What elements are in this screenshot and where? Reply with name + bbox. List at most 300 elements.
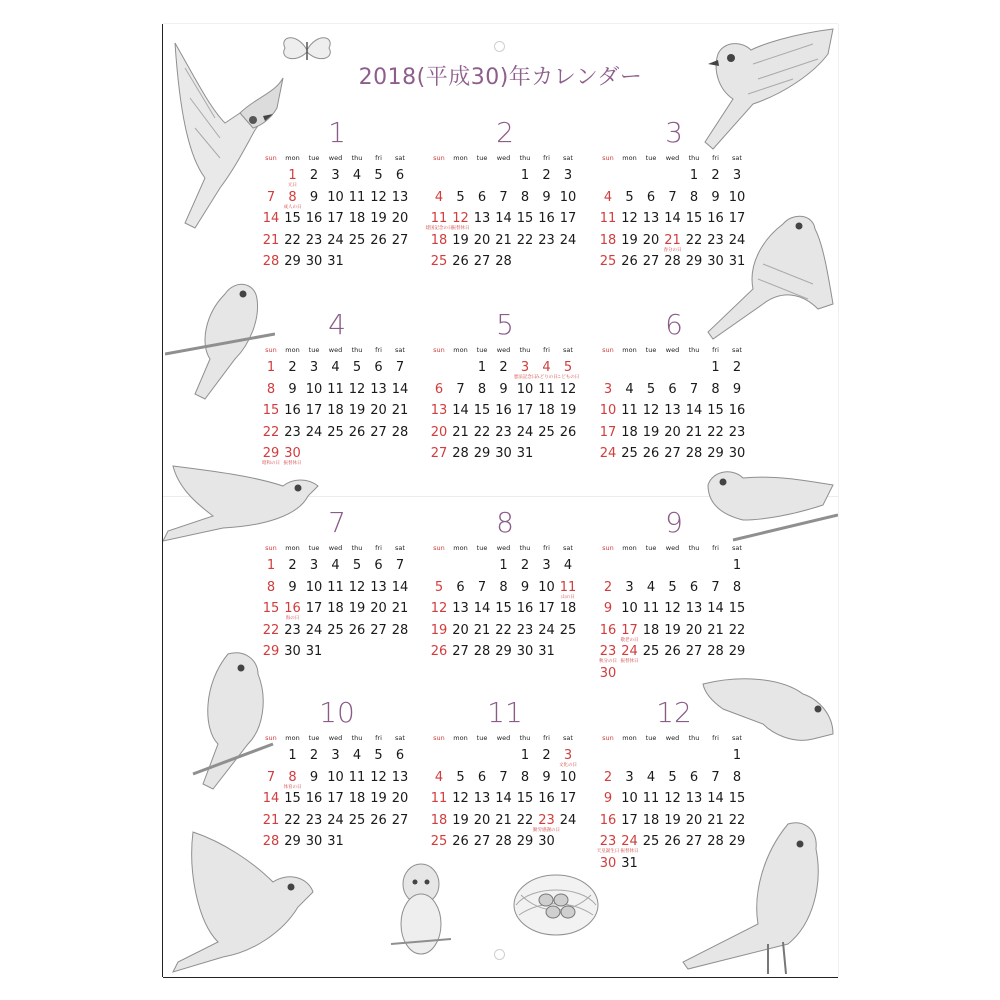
day-cell: 18 — [348, 211, 366, 226]
day-cell: 7 — [477, 579, 487, 595]
day-cell: 6 — [434, 381, 444, 397]
day-cell: 2 — [288, 360, 297, 375]
day-cell: 2 — [542, 168, 551, 183]
day-cell: 4 — [625, 381, 634, 397]
day-cell: 28 — [664, 254, 681, 269]
weekday-header-sun: sun — [602, 734, 614, 742]
day-cell: 10 — [305, 381, 323, 397]
day-cell: 21 — [452, 424, 469, 440]
day-cell: 17 — [621, 622, 638, 638]
weekday-header-mon: mon — [453, 154, 468, 162]
day-cell: 13 — [370, 579, 387, 595]
weekday-header-tue: tue — [476, 734, 488, 742]
day-cell: 18 — [538, 403, 555, 418]
day-cell: 24 — [305, 622, 323, 638]
day-cell: 10 — [728, 189, 746, 205]
day-cell: 23 — [305, 232, 323, 248]
day-cell: 22 — [728, 622, 746, 638]
holiday-name: 敬老の日 — [620, 637, 639, 643]
day-cell: 6 — [477, 189, 487, 205]
day-cell: 19 — [664, 622, 681, 638]
day-cell: 11 — [348, 189, 366, 205]
day-cell: 9 — [603, 601, 613, 616]
weekday-header-fri: fri — [543, 154, 550, 162]
day-cell: 11 — [327, 381, 344, 397]
weekday-header-tue: tue — [645, 544, 657, 552]
day-cell: 20 — [642, 232, 660, 248]
weekday-header-sun: sun — [433, 734, 445, 742]
day-cell: 5 — [625, 189, 634, 205]
weekday-header-sat: sat — [732, 154, 742, 162]
month-12 — [596, 696, 751, 871]
day-cell: 11 — [642, 601, 660, 616]
day-cell: 5 — [563, 360, 573, 375]
sparrow-front-facing-illustration — [391, 854, 451, 974]
day-cell: 12 — [348, 579, 366, 595]
day-cell: 12 — [452, 211, 469, 226]
day-cell: 30 — [284, 644, 301, 659]
day-cell: 9 — [288, 381, 297, 397]
month-number: 2 — [496, 116, 514, 149]
day-cell: 6 — [374, 558, 383, 573]
month-5 — [428, 308, 582, 478]
day-cell: 10 — [305, 579, 323, 595]
day-cell: 28 — [473, 644, 491, 659]
weekday-header-fri: fri — [543, 346, 550, 354]
weekday-header-sat: sat — [732, 734, 742, 742]
day-cell: 24 — [516, 424, 534, 440]
day-cell: 3 — [625, 769, 634, 785]
day-cell: 16 — [284, 601, 301, 616]
day-cell: 26 — [559, 424, 577, 440]
day-cell: 8 — [477, 381, 487, 397]
day-cell: 24 — [621, 834, 638, 849]
day-cell: 14 — [664, 211, 681, 226]
day-cell: 29 — [495, 644, 512, 659]
month-6 — [597, 308, 751, 478]
day-cell: 24 — [559, 812, 577, 828]
day-cell: 25 — [559, 622, 577, 638]
day-cell: 15 — [262, 403, 280, 418]
day-cell: 26 — [621, 254, 638, 269]
weekday-header-mon: mon — [453, 346, 468, 354]
day-cell: 10 — [559, 189, 577, 205]
day-cell: 7 — [266, 769, 276, 785]
day-cell: 31 — [516, 446, 534, 461]
holiday-name: 昭和の日 — [262, 461, 280, 466]
weekday-header-wed: wed — [496, 734, 511, 742]
holiday-name: 振替休日 — [451, 226, 470, 231]
weekday-header-wed: wed — [665, 734, 680, 742]
day-cell: 13 — [473, 211, 491, 226]
weekday-header-sun: sun — [602, 154, 614, 162]
day-cell: 1 — [520, 748, 530, 763]
day-cell: 5 — [456, 769, 465, 785]
day-cell: 31 — [327, 834, 344, 849]
day-cell: 10 — [599, 403, 617, 418]
weekday-header-wed: wed — [665, 544, 680, 552]
day-cell: 26 — [348, 424, 366, 440]
weekday-header-sat: sat — [563, 154, 573, 162]
day-cell: 30 — [599, 665, 617, 681]
day-cell: 6 — [689, 769, 699, 785]
weekday-header-sun: sun — [265, 544, 277, 552]
weekday-header-tue: tue — [308, 734, 320, 742]
day-cell: 16 — [284, 403, 301, 418]
day-cell: 17 — [327, 211, 344, 226]
day-cell: 18 — [559, 601, 577, 616]
weekday-header-wed: wed — [328, 154, 343, 162]
day-cell: 6 — [668, 381, 677, 397]
day-cell: 5 — [374, 748, 383, 763]
day-cell: 28 — [495, 834, 512, 849]
day-cell: 7 — [266, 189, 276, 205]
month-11 — [428, 696, 582, 866]
day-cell: 4 — [352, 168, 362, 183]
day-cell: 16 — [516, 601, 534, 616]
day-cell: 16 — [305, 791, 323, 806]
month-number: 4 — [328, 308, 346, 341]
day-cell: 18 — [327, 403, 344, 418]
month-number: 1 — [328, 116, 346, 149]
day-cell: 7 — [711, 579, 720, 595]
day-cell: 26 — [452, 834, 469, 849]
day-cell: 11 — [348, 769, 366, 785]
day-cell: 19 — [452, 812, 469, 828]
day-cell: 1 — [266, 360, 276, 375]
month-number: 10 — [319, 696, 355, 729]
day-cell: 25 — [538, 424, 555, 440]
day-cell: 3 — [309, 558, 319, 573]
day-cell: 5 — [668, 579, 677, 595]
month-number: 8 — [496, 506, 514, 539]
weekday-header-sun: sun — [602, 346, 614, 354]
day-cell: 20 — [391, 791, 409, 806]
weekday-header-sat: sat — [395, 346, 405, 354]
day-cell: 17 — [327, 791, 344, 806]
day-cell: 16 — [599, 622, 617, 638]
month-number: 3 — [665, 116, 683, 149]
day-cell: 21 — [262, 812, 280, 828]
day-cell: 30 — [305, 834, 323, 849]
day-cell: 7 — [499, 769, 508, 785]
month-1 — [260, 116, 414, 286]
day-cell: 14 — [707, 791, 724, 806]
day-cell: 12 — [559, 381, 577, 397]
day-cell: 23 — [495, 424, 512, 440]
day-cell: 13 — [452, 601, 469, 616]
day-cell: 9 — [542, 189, 551, 205]
day-cell: 21 — [495, 232, 512, 248]
weekday-header-wed: wed — [496, 154, 511, 162]
day-cell: 12 — [642, 403, 660, 418]
weekday-header-thu: thu — [351, 346, 363, 354]
day-cell: 8 — [520, 769, 530, 785]
day-cell: 7 — [395, 558, 405, 573]
day-cell: 29 — [284, 834, 301, 849]
day-cell: 15 — [284, 211, 301, 226]
hanging-hole-bottom — [494, 949, 505, 960]
day-cell: 7 — [711, 769, 720, 785]
day-cell: 23 — [728, 424, 746, 440]
day-cell: 2 — [711, 168, 720, 183]
weekday-header-fri: fri — [375, 154, 382, 162]
day-cell: 25 — [348, 812, 366, 828]
day-cell: 27 — [664, 446, 681, 461]
day-cell: 8 — [732, 579, 742, 595]
weekday-header-sun: sun — [265, 154, 277, 162]
day-cell: 1 — [732, 558, 742, 573]
day-cell: 1 — [288, 168, 297, 183]
day-cell: 19 — [348, 403, 366, 418]
day-cell: 2 — [309, 748, 319, 763]
day-cell: 7 — [456, 381, 465, 397]
day-cell: 19 — [621, 232, 638, 248]
day-cell: 10 — [559, 769, 577, 785]
day-cell: 18 — [599, 232, 617, 248]
day-cell: 9 — [542, 769, 551, 785]
day-cell: 17 — [305, 601, 323, 616]
day-cell: 16 — [707, 211, 724, 226]
day-cell: 20 — [430, 424, 448, 440]
nest-with-eggs-illustration — [511, 860, 601, 940]
day-cell: 12 — [370, 769, 387, 785]
calendar-title: 2018(平成30)年カレンダー — [358, 65, 643, 90]
weekday-header-wed: wed — [496, 544, 511, 552]
day-cell: 13 — [642, 211, 660, 226]
day-cell: 11 — [430, 211, 448, 226]
day-cell: 30 — [728, 446, 746, 461]
day-cell: 1 — [711, 360, 720, 375]
day-cell: 25 — [327, 424, 344, 440]
day-cell: 15 — [284, 791, 301, 806]
day-cell: 16 — [495, 403, 512, 418]
weekday-header-sat: sat — [563, 544, 573, 552]
holiday-name: 振替休日 — [283, 461, 302, 466]
day-cell: 24 — [599, 446, 617, 461]
day-cell: 25 — [642, 644, 660, 659]
day-cell: 27 — [685, 834, 703, 849]
day-cell: 23 — [599, 834, 617, 849]
day-cell: 18 — [642, 812, 660, 828]
day-cell: 31 — [305, 644, 323, 659]
weekday-header-sun: sun — [433, 154, 445, 162]
day-cell: 10 — [516, 381, 534, 397]
holiday-name: こどもの日 — [556, 375, 580, 380]
day-cell: 18 — [642, 622, 660, 638]
day-cell: 1 — [689, 168, 699, 183]
day-cell: 29 — [473, 446, 491, 461]
day-cell: 9 — [520, 579, 530, 595]
day-cell: 12 — [348, 381, 366, 397]
day-cell: 8 — [288, 769, 297, 785]
day-cell: 18 — [348, 791, 366, 806]
day-cell: 18 — [621, 424, 638, 440]
day-cell: 3 — [331, 748, 340, 763]
day-cell: 14 — [685, 403, 703, 418]
day-cell: 11 — [559, 579, 577, 595]
day-cell: 28 — [452, 446, 469, 461]
day-cell: 6 — [456, 579, 465, 595]
weekday-header-thu: thu — [688, 544, 700, 552]
day-cell: 26 — [664, 644, 681, 659]
day-cell: 17 — [538, 601, 555, 616]
day-cell: 2 — [288, 558, 297, 573]
day-cell: 2 — [520, 558, 530, 573]
day-cell: 22 — [728, 812, 746, 828]
day-cell: 28 — [707, 834, 724, 849]
day-cell: 26 — [642, 446, 660, 461]
weekday-header-wed: wed — [328, 346, 343, 354]
day-cell: 26 — [348, 622, 366, 638]
day-cell: 6 — [395, 748, 405, 763]
day-cell: 3 — [309, 360, 319, 375]
day-cell: 13 — [685, 601, 703, 616]
day-cell: 26 — [664, 834, 681, 849]
weekday-header-thu: thu — [688, 734, 700, 742]
day-cell: 18 — [430, 232, 448, 248]
day-cell: 11 — [327, 579, 344, 595]
day-cell: 8 — [520, 189, 530, 205]
day-cell: 25 — [327, 622, 344, 638]
day-cell: 26 — [370, 232, 387, 248]
day-cell: 27 — [370, 424, 387, 440]
day-cell: 14 — [452, 403, 469, 418]
calendar-sheet — [163, 24, 838, 977]
day-cell: 21 — [391, 403, 409, 418]
month-number: 9 — [665, 506, 683, 539]
day-cell: 11 — [621, 403, 638, 418]
day-cell: 14 — [495, 791, 512, 806]
day-cell: 9 — [603, 791, 613, 806]
day-cell: 23 — [284, 622, 301, 638]
day-cell: 3 — [542, 558, 551, 573]
day-cell: 17 — [516, 403, 534, 418]
day-cell: 19 — [664, 812, 681, 828]
weekday-header-wed: wed — [328, 734, 343, 742]
weekday-header-thu: thu — [688, 154, 700, 162]
day-cell: 9 — [499, 381, 508, 397]
weekday-header-fri: fri — [543, 544, 550, 552]
day-cell: 22 — [516, 232, 534, 248]
day-cell: 28 — [495, 254, 512, 269]
day-cell: 31 — [327, 254, 344, 269]
month-2 — [425, 116, 582, 286]
day-cell: 7 — [395, 360, 405, 375]
weekday-header-fri: fri — [712, 734, 719, 742]
day-cell: 4 — [646, 769, 656, 785]
day-cell: 19 — [452, 232, 469, 248]
holiday-name: みどりの日 — [535, 375, 558, 380]
day-cell: 6 — [477, 769, 487, 785]
day-cell: 1 — [288, 748, 297, 763]
day-cell: 3 — [563, 748, 573, 763]
month-3 — [597, 116, 751, 286]
day-cell: 21 — [495, 812, 512, 828]
day-cell: 17 — [559, 211, 577, 226]
holiday-name: 建国記念の日 — [425, 226, 453, 231]
holiday-name: 憲法記念日 — [513, 375, 537, 380]
day-cell: 20 — [473, 812, 491, 828]
day-cell: 6 — [646, 189, 656, 205]
day-cell: 1 — [266, 558, 276, 573]
weekday-header-fri: fri — [712, 154, 719, 162]
month-number: 12 — [656, 696, 692, 729]
day-cell: 5 — [352, 360, 362, 375]
day-cell: 16 — [538, 791, 555, 806]
day-cell: 15 — [473, 403, 491, 418]
day-cell: 27 — [685, 644, 703, 659]
day-cell: 29 — [728, 834, 746, 849]
day-cell: 13 — [430, 403, 448, 418]
day-cell: 28 — [685, 446, 703, 461]
day-cell: 9 — [309, 769, 319, 785]
day-cell: 11 — [599, 211, 617, 226]
day-cell: 20 — [473, 232, 491, 248]
day-cell: 21 — [262, 232, 280, 248]
day-cell: 28 — [262, 834, 280, 849]
sparrow-on-branch-illustration — [165, 264, 275, 404]
day-cell: 15 — [685, 211, 703, 226]
weekday-header-sat: sat — [563, 734, 573, 742]
day-cell: 21 — [685, 424, 703, 440]
day-cell: 5 — [646, 381, 656, 397]
holiday-name: 体育の日 — [283, 784, 302, 790]
day-cell: 28 — [707, 644, 724, 659]
weekday-header-mon: mon — [622, 154, 637, 162]
weekday-header-mon: mon — [285, 154, 300, 162]
month-4 — [260, 308, 414, 478]
holiday-name: 山の日 — [561, 594, 575, 600]
weekday-header-mon: mon — [285, 544, 300, 552]
day-cell: 13 — [391, 189, 409, 205]
month-9 — [597, 506, 751, 681]
day-cell: 19 — [348, 601, 366, 616]
day-cell: 23 — [516, 622, 534, 638]
day-cell: 14 — [391, 579, 409, 595]
day-cell: 21 — [473, 622, 491, 638]
day-cell: 17 — [305, 403, 323, 418]
day-cell: 16 — [599, 812, 617, 828]
day-cell: 22 — [473, 424, 491, 440]
weekday-header-sun: sun — [433, 544, 445, 552]
day-cell: 27 — [391, 232, 409, 248]
day-cell: 12 — [621, 211, 638, 226]
weekday-header-thu: thu — [519, 734, 531, 742]
weekday-header-wed: wed — [328, 544, 343, 552]
holiday-name: 振替休日 — [620, 849, 639, 854]
day-cell: 19 — [559, 403, 577, 418]
month-8 — [428, 506, 582, 676]
day-cell: 1 — [499, 558, 508, 573]
day-cell: 9 — [732, 381, 742, 397]
day-cell: 9 — [309, 189, 319, 205]
weekday-header-wed: wed — [665, 154, 680, 162]
weekday-header-tue: tue — [308, 346, 320, 354]
day-cell: 20 — [370, 403, 387, 418]
day-cell: 5 — [668, 769, 677, 785]
day-cell: 25 — [599, 254, 617, 269]
day-cell: 30 — [599, 855, 617, 871]
day-cell: 20 — [685, 622, 703, 638]
day-cell: 2 — [499, 360, 508, 375]
day-cell: 18 — [327, 601, 344, 616]
butterfly-illustration — [277, 32, 337, 68]
day-cell: 13 — [473, 791, 491, 806]
month-7 — [260, 506, 414, 676]
month-10 — [260, 696, 414, 866]
day-cell: 13 — [664, 403, 681, 418]
